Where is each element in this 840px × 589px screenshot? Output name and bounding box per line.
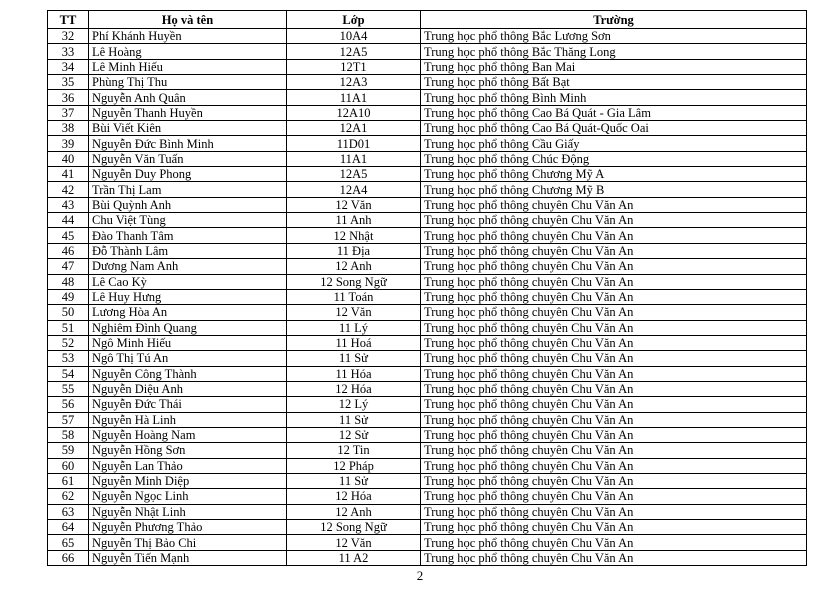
cell-name: Nguyễn Duy Phong xyxy=(89,167,287,182)
cell-name: Nguyễn Hoàng Nam xyxy=(89,427,287,442)
cell-class: 11 Địa xyxy=(287,243,421,258)
table-row xyxy=(48,427,807,442)
cell-name: Nguyễn Minh Diệp xyxy=(89,473,287,488)
cell-class: 12 Tin xyxy=(287,443,421,458)
cell-tt: 57 xyxy=(48,412,89,427)
cell-name: Lê Hoàng xyxy=(89,44,287,59)
cell-school: Trung học phổ thông chuyên Chu Văn An xyxy=(421,397,807,412)
cell-tt: 49 xyxy=(48,289,89,304)
header-school: Trường xyxy=(421,11,807,29)
cell-tt: 35 xyxy=(48,75,89,90)
cell-tt: 65 xyxy=(48,535,89,550)
cell-name: Ngô Minh Hiếu xyxy=(89,335,287,350)
cell-tt: 38 xyxy=(48,121,89,136)
cell-tt: 41 xyxy=(48,167,89,182)
cell-class: 12A5 xyxy=(287,167,421,182)
cell-tt: 60 xyxy=(48,458,89,473)
table-row xyxy=(48,274,807,289)
cell-class: 12A3 xyxy=(287,75,421,90)
cell-tt: 47 xyxy=(48,259,89,274)
cell-school: Trung học phổ thông Cầu Giấy xyxy=(421,136,807,151)
cell-class: 11D01 xyxy=(287,136,421,151)
table-row xyxy=(48,520,807,535)
table-row xyxy=(48,381,807,396)
table-row xyxy=(48,121,807,136)
cell-school: Trung học phổ thông chuyên Chu Văn An xyxy=(421,412,807,427)
cell-name: Nguyễn Văn Tuấn xyxy=(89,151,287,166)
cell-school: Trung học phổ thông chuyên Chu Văn An xyxy=(421,473,807,488)
cell-tt: 43 xyxy=(48,197,89,212)
cell-school: Trung học phổ thông chuyên Chu Văn An xyxy=(421,504,807,519)
cell-tt: 64 xyxy=(48,520,89,535)
cell-class: 12 Nhật xyxy=(287,228,421,243)
cell-name: Nguyễn Hồng Sơn xyxy=(89,443,287,458)
cell-school: Trung học phổ thông chuyên Chu Văn An xyxy=(421,289,807,304)
cell-tt: 46 xyxy=(48,243,89,258)
table-row xyxy=(48,59,807,74)
cell-school: Trung học phổ thông chuyên Chu Văn An xyxy=(421,213,807,228)
cell-school: Trung học phổ thông Chúc Động xyxy=(421,151,807,166)
table-row xyxy=(48,535,807,550)
cell-name: Đỗ Thành Lâm xyxy=(89,243,287,258)
cell-school: Trung học phổ thông chuyên Chu Văn An xyxy=(421,228,807,243)
cell-name: Phùng Thị Thu xyxy=(89,75,287,90)
cell-school: Trung học phổ thông Chương Mỹ B xyxy=(421,182,807,197)
cell-name: Bùi Viết Kiên xyxy=(89,121,287,136)
cell-class: 10A4 xyxy=(287,29,421,44)
cell-tt: 42 xyxy=(48,182,89,197)
cell-class: 11 Sử xyxy=(287,412,421,427)
cell-tt: 50 xyxy=(48,305,89,320)
cell-school: Trung học phổ thông chuyên Chu Văn An xyxy=(421,550,807,565)
cell-name: Nguyễn Ngọc Linh xyxy=(89,489,287,504)
table-row xyxy=(48,504,807,519)
cell-school: Trung học phổ thông chuyên Chu Văn An xyxy=(421,366,807,381)
table-row xyxy=(48,105,807,120)
table-row xyxy=(48,489,807,504)
cell-school: Trung học phổ thông chuyên Chu Văn An xyxy=(421,427,807,442)
cell-name: Nguyễn Nhật Linh xyxy=(89,504,287,519)
table-row xyxy=(48,443,807,458)
cell-name: Nguyễn Thanh Huyền xyxy=(89,105,287,120)
cell-class: 12A10 xyxy=(287,105,421,120)
cell-tt: 58 xyxy=(48,427,89,442)
cell-name: Lê Cao Kỳ xyxy=(89,274,287,289)
cell-class: 11 Anh xyxy=(287,213,421,228)
cell-tt: 54 xyxy=(48,366,89,381)
cell-name: Ngô Thị Tú An xyxy=(89,351,287,366)
cell-school: Trung học phổ thông chuyên Chu Văn An xyxy=(421,489,807,504)
cell-tt: 48 xyxy=(48,274,89,289)
cell-school: Trung học phổ thông chuyên Chu Văn An xyxy=(421,259,807,274)
student-roster-table xyxy=(47,10,807,566)
cell-name: Nguyễn Anh Quân xyxy=(89,90,287,105)
table-row xyxy=(48,90,807,105)
cell-school: Trung học phổ thông chuyên Chu Văn An xyxy=(421,274,807,289)
cell-tt: 33 xyxy=(48,44,89,59)
table-header-row xyxy=(48,11,807,29)
cell-tt: 32 xyxy=(48,29,89,44)
cell-name: Lê Minh Hiếu xyxy=(89,59,287,74)
cell-school: Trung học phổ thông Cao Bá Quát-Quốc Oai xyxy=(421,121,807,136)
table-row xyxy=(48,213,807,228)
cell-tt: 40 xyxy=(48,151,89,166)
cell-name: Nghiêm Đình Quang xyxy=(89,320,287,335)
cell-name: Bùi Quỳnh Anh xyxy=(89,197,287,212)
cell-class: 12A1 xyxy=(287,121,421,136)
cell-class: 12A5 xyxy=(287,44,421,59)
cell-name: Nguyễn Đức Bình Minh xyxy=(89,136,287,151)
cell-school: Trung học phổ thông Ban Mai xyxy=(421,59,807,74)
cell-school: Trung học phổ thông Bắc Thăng Long xyxy=(421,44,807,59)
cell-class: 12T1 xyxy=(287,59,421,74)
cell-name: Nguyễn Phương Thảo xyxy=(89,520,287,535)
cell-tt: 63 xyxy=(48,504,89,519)
table-body xyxy=(48,29,807,566)
cell-class: 12 Văn xyxy=(287,197,421,212)
cell-tt: 52 xyxy=(48,335,89,350)
cell-class: 12 Hóa xyxy=(287,381,421,396)
table-row xyxy=(48,397,807,412)
cell-school: Trung học phổ thông chuyên Chu Văn An xyxy=(421,320,807,335)
cell-tt: 53 xyxy=(48,351,89,366)
cell-school: Trung học phổ thông chuyên Chu Văn An xyxy=(421,243,807,258)
cell-name: Nguyễn Công Thành xyxy=(89,366,287,381)
cell-tt: 61 xyxy=(48,473,89,488)
cell-tt: 34 xyxy=(48,59,89,74)
cell-class: 12 Anh xyxy=(287,504,421,519)
cell-school: Trung học phổ thông chuyên Chu Văn An xyxy=(421,458,807,473)
cell-name: Nguyễn Diệu Anh xyxy=(89,381,287,396)
table-row xyxy=(48,167,807,182)
cell-school: Trung học phổ thông chuyên Chu Văn An xyxy=(421,335,807,350)
cell-name: Nguyễn Lan Thảo xyxy=(89,458,287,473)
cell-class: 11 Sử xyxy=(287,473,421,488)
cell-school: Trung học phổ thông chuyên Chu Văn An xyxy=(421,520,807,535)
cell-school: Trung học phổ thông chuyên Chu Văn An xyxy=(421,381,807,396)
cell-class: 11 Sử xyxy=(287,351,421,366)
cell-name: Phí Khánh Huyền xyxy=(89,29,287,44)
cell-tt: 62 xyxy=(48,489,89,504)
cell-tt: 44 xyxy=(48,213,89,228)
table-row xyxy=(48,197,807,212)
cell-tt: 59 xyxy=(48,443,89,458)
cell-tt: 55 xyxy=(48,381,89,396)
cell-name: Lê Huy Hưng xyxy=(89,289,287,304)
page-number: 2 xyxy=(416,568,424,583)
cell-class: 11 Lý xyxy=(287,320,421,335)
cell-class: 11 Hoá xyxy=(287,335,421,350)
table-row xyxy=(48,473,807,488)
cell-class: 12 Song Ngữ xyxy=(287,274,421,289)
table-row xyxy=(48,243,807,258)
cell-school: Trung học phổ thông chuyên Chu Văn An xyxy=(421,535,807,550)
cell-name: Trần Thị Lam xyxy=(89,182,287,197)
cell-school: Trung học phổ thông Cao Bá Quát - Gia Lâm xyxy=(421,105,807,120)
cell-school: Trung học phổ thông chuyên Chu Văn An xyxy=(421,305,807,320)
cell-school: Trung học phổ thông Bình Minh xyxy=(421,90,807,105)
table-row xyxy=(48,351,807,366)
cell-name: Đào Thanh Tâm xyxy=(89,228,287,243)
cell-school: Trung học phổ thông Bất Bạt xyxy=(421,75,807,90)
cell-school: Trung học phổ thông Bắc Lương Sơn xyxy=(421,29,807,44)
cell-class: 12 Văn xyxy=(287,305,421,320)
table-row xyxy=(48,320,807,335)
cell-name: Lương Hòa An xyxy=(89,305,287,320)
cell-class: 11 A2 xyxy=(287,550,421,565)
header-tt: TT xyxy=(48,11,89,29)
cell-tt: 56 xyxy=(48,397,89,412)
table-row xyxy=(48,44,807,59)
table-row xyxy=(48,228,807,243)
table-row xyxy=(48,75,807,90)
table-row xyxy=(48,289,807,304)
cell-school: Trung học phổ thông Chương Mỹ A xyxy=(421,167,807,182)
cell-class: 11 Hóa xyxy=(287,366,421,381)
cell-class: 11A1 xyxy=(287,151,421,166)
cell-name: Nguyễn Hà Linh xyxy=(89,412,287,427)
header-name: Họ và tên xyxy=(89,11,287,29)
cell-name: Nguyễn Đức Thái xyxy=(89,397,287,412)
cell-tt: 51 xyxy=(48,320,89,335)
cell-tt: 36 xyxy=(48,90,89,105)
table-row xyxy=(48,458,807,473)
table-row xyxy=(48,182,807,197)
table-row xyxy=(48,335,807,350)
cell-tt: 39 xyxy=(48,136,89,151)
cell-name: Dương Nam Anh xyxy=(89,259,287,274)
table-row xyxy=(48,412,807,427)
cell-tt: 45 xyxy=(48,228,89,243)
cell-name: Chu Việt Tùng xyxy=(89,213,287,228)
table-row xyxy=(48,151,807,166)
table-row xyxy=(48,259,807,274)
table-row xyxy=(48,550,807,565)
cell-class: 11 Toán xyxy=(287,289,421,304)
cell-class: 12 Pháp xyxy=(287,458,421,473)
table-row xyxy=(48,29,807,44)
cell-name: Nguyễn Thị Bảo Chi xyxy=(89,535,287,550)
table-row xyxy=(48,136,807,151)
cell-class: 12 Văn xyxy=(287,535,421,550)
table-row xyxy=(48,366,807,381)
cell-class: 12 Anh xyxy=(287,259,421,274)
table-row xyxy=(48,305,807,320)
cell-class: 12 Song Ngữ xyxy=(287,520,421,535)
cell-class: 12A4 xyxy=(287,182,421,197)
cell-school: Trung học phổ thông chuyên Chu Văn An xyxy=(421,351,807,366)
cell-class: 12 Sử xyxy=(287,427,421,442)
header-class: Lớp xyxy=(287,11,421,29)
cell-class: 11A1 xyxy=(287,90,421,105)
cell-class: 12 Hóa xyxy=(287,489,421,504)
cell-school: Trung học phổ thông chuyên Chu Văn An xyxy=(421,197,807,212)
cell-name: Nguyễn Tiến Mạnh xyxy=(89,550,287,565)
cell-tt: 37 xyxy=(48,105,89,120)
cell-school: Trung học phổ thông chuyên Chu Văn An xyxy=(421,443,807,458)
cell-tt: 66 xyxy=(48,550,89,565)
cell-class: 12 Lý xyxy=(287,397,421,412)
